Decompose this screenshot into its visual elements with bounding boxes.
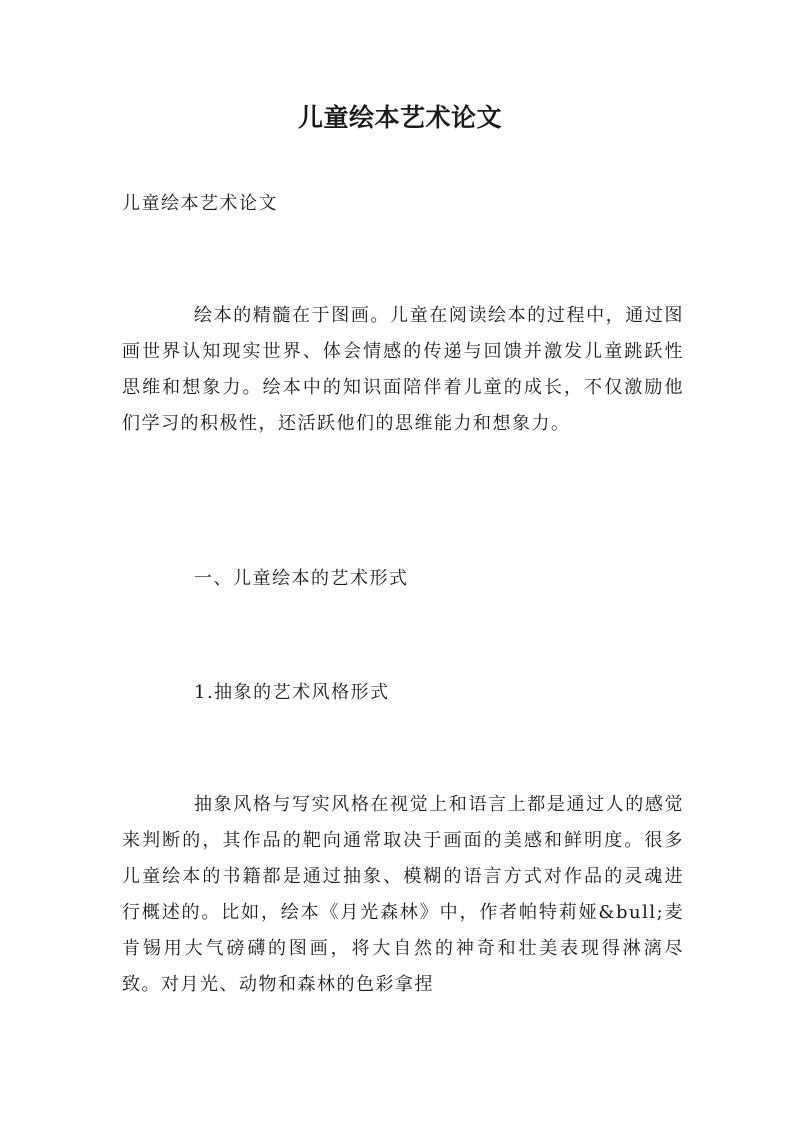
subsection-heading: 1.抽象的艺术风格形式 xyxy=(194,682,390,703)
document-subtitle: 儿童绘本艺术论文 xyxy=(122,193,278,214)
intro-paragraph: 绘本的精髓在于图画。儿童在阅读绘本的过程中，通过图画世界认知现实世界、体会情感的传递与回馈并激发儿童跳跃性思维和想象力。绘本中的知识面陪伴着儿童的成长，不仅激励他们学习的积极性，还活跃他们的思维能力和想象力。 xyxy=(122,305,684,434)
body-paragraph: 抽象风格与写实风格在视觉上和语言上都是通过人的感觉来判断的，其作品的靶向通常取决于画面的美感和鲜明度。很多儿童绘本的书籍都是通过抽象、模糊的语言方式对作品的灵魂进行概述的。比如，绘本《月光森林》中，作者帕特莉娅&bull;麦肯锡用大气磅礴的图画，将大自然的神奇和壮美表现得淋漓尽致。对月光、动物和森林的色彩拿捏 xyxy=(122,794,684,995)
document-title: 儿童绘本艺术论文 xyxy=(297,103,502,132)
section-heading: 一、儿童绘本的艺术形式 xyxy=(194,568,409,589)
